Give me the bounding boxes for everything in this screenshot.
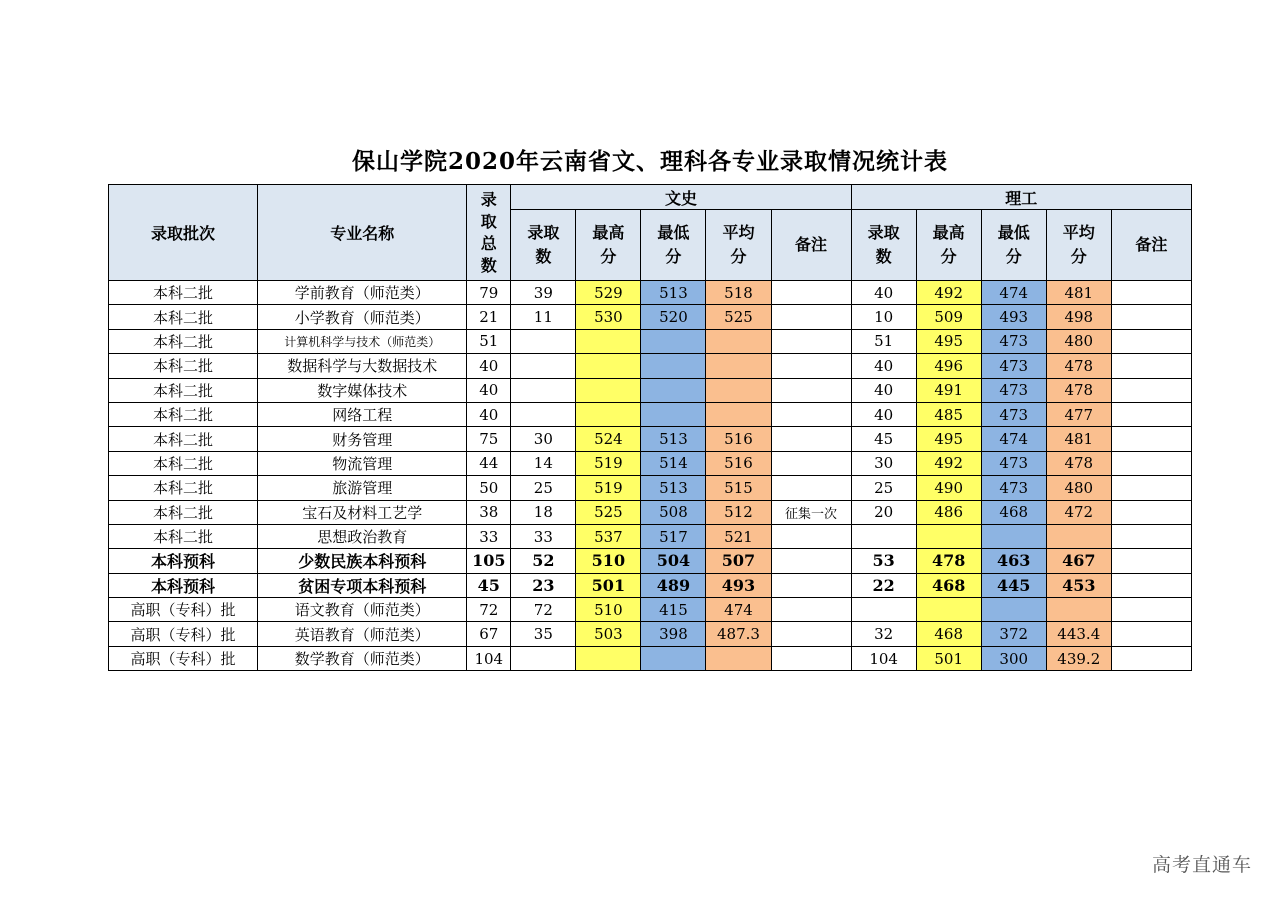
table-row — [109, 305, 1192, 329]
cell-batch: 本科二批 — [109, 451, 258, 475]
cell-ligong-max: 486 — [916, 500, 981, 524]
cell-ligong-avg: 472 — [1046, 500, 1111, 524]
header-ligong: 理工 — [851, 185, 1191, 210]
cell-total: 72 — [467, 598, 511, 622]
cell-wenshi-remark: 征集一次 — [771, 500, 851, 524]
cell-total: 79 — [467, 281, 511, 305]
cell-wenshi-admitted: 30 — [511, 427, 576, 451]
cell-wenshi-admitted: 35 — [511, 622, 576, 646]
cell-ligong-avg: 481 — [1046, 281, 1111, 305]
cell-major: 旅游管理 — [258, 476, 467, 500]
table-row — [109, 500, 1192, 524]
cell-total: 104 — [467, 646, 511, 670]
cell-ligong-min — [981, 598, 1046, 622]
cell-ligong-remark — [1111, 524, 1191, 548]
cell-wenshi-admitted: 11 — [511, 305, 576, 329]
cell-ligong-admitted: 40 — [851, 402, 916, 426]
cell-wenshi-min: 415 — [641, 598, 706, 622]
cell-wenshi-remark — [771, 378, 851, 402]
cell-wenshi-admitted — [511, 354, 576, 378]
cell-wenshi-avg: 512 — [706, 500, 771, 524]
cell-wenshi-max: 530 — [576, 305, 641, 329]
cell-ligong-min: 473 — [981, 402, 1046, 426]
cell-wenshi-max: 510 — [576, 549, 641, 573]
cell-wenshi-min — [641, 354, 706, 378]
cell-wenshi-min: 513 — [641, 427, 706, 451]
header-wenshi: 文史 — [511, 185, 851, 210]
header-l-max-text: 最高分 — [932, 223, 965, 266]
cell-ligong-admitted: 40 — [851, 281, 916, 305]
cell-wenshi-avg — [706, 329, 771, 353]
header-batch: 录取批次 — [109, 185, 258, 281]
cell-wenshi-remark — [771, 305, 851, 329]
cell-wenshi-avg: 525 — [706, 305, 771, 329]
cell-ligong-remark — [1111, 329, 1191, 353]
cell-wenshi-avg — [706, 378, 771, 402]
cell-wenshi-avg: 493 — [706, 573, 771, 597]
table-row — [109, 427, 1192, 451]
cell-ligong-avg: 439.2 — [1046, 646, 1111, 670]
watermark: 高考直通车 — [1151, 854, 1252, 876]
cell-major: 小学教育（师范类） — [258, 305, 467, 329]
cell-batch: 本科二批 — [109, 329, 258, 353]
header-major: 专业名称 — [258, 185, 467, 281]
cell-batch: 高职（专科）批 — [109, 598, 258, 622]
table-row — [109, 549, 1192, 573]
cell-ligong-admitted: 104 — [851, 646, 916, 670]
cell-major: 贫困专项本科预科 — [258, 573, 467, 597]
cell-wenshi-min: 514 — [641, 451, 706, 475]
table-row — [109, 402, 1192, 426]
header-l-avg — [1046, 210, 1111, 281]
header-l-admitted-text: 录取数 — [867, 223, 900, 266]
cell-ligong-admitted: 30 — [851, 451, 916, 475]
cell-total: 21 — [467, 305, 511, 329]
header-w-min-text: 最低分 — [657, 223, 690, 266]
cell-ligong-min: 473 — [981, 378, 1046, 402]
cell-wenshi-admitted: 25 — [511, 476, 576, 500]
cell-wenshi-remark — [771, 598, 851, 622]
cell-major: 网络工程 — [258, 402, 467, 426]
cell-wenshi-max — [576, 329, 641, 353]
table-row — [109, 378, 1192, 402]
cell-ligong-max: 485 — [916, 402, 981, 426]
cell-major: 数学教育（师范类） — [258, 646, 467, 670]
cell-wenshi-max — [576, 646, 641, 670]
cell-ligong-avg — [1046, 524, 1111, 548]
header-l-remark: 备注 — [1111, 210, 1191, 281]
cell-ligong-avg: 478 — [1046, 354, 1111, 378]
header-w-admitted — [511, 210, 576, 281]
cell-ligong-avg — [1046, 598, 1111, 622]
cell-wenshi-admitted — [511, 646, 576, 670]
cell-ligong-admitted: 22 — [851, 573, 916, 597]
cell-wenshi-remark — [771, 524, 851, 548]
table-row — [109, 622, 1192, 646]
cell-batch: 本科二批 — [109, 476, 258, 500]
cell-wenshi-avg: 518 — [706, 281, 771, 305]
table-row — [109, 329, 1192, 353]
cell-batch: 高职（专科）批 — [109, 622, 258, 646]
cell-ligong-max: 490 — [916, 476, 981, 500]
cell-wenshi-avg — [706, 354, 771, 378]
cell-wenshi-min — [641, 646, 706, 670]
cell-ligong-admitted: 40 — [851, 354, 916, 378]
cell-wenshi-admitted — [511, 329, 576, 353]
cell-total: 44 — [467, 451, 511, 475]
cell-total: 50 — [467, 476, 511, 500]
cell-ligong-avg: 481 — [1046, 427, 1111, 451]
cell-ligong-remark — [1111, 451, 1191, 475]
header-l-max — [916, 210, 981, 281]
cell-ligong-remark — [1111, 427, 1191, 451]
cell-wenshi-max — [576, 354, 641, 378]
cell-ligong-max: 478 — [916, 549, 981, 573]
header-l-avg-text: 平均分 — [1062, 223, 1095, 266]
cell-wenshi-min: 508 — [641, 500, 706, 524]
cell-wenshi-remark — [771, 476, 851, 500]
cell-wenshi-min: 513 — [641, 281, 706, 305]
cell-ligong-max — [916, 524, 981, 548]
header-w-admitted-text: 录取数 — [527, 223, 560, 266]
cell-wenshi-min — [641, 402, 706, 426]
cell-total: 40 — [467, 378, 511, 402]
table-row — [109, 476, 1192, 500]
cell-ligong-remark — [1111, 305, 1191, 329]
cell-major: 宝石及材料工艺学 — [258, 500, 467, 524]
cell-batch: 本科二批 — [109, 524, 258, 548]
cell-batch: 本科二批 — [109, 500, 258, 524]
cell-wenshi-remark — [771, 646, 851, 670]
cell-wenshi-max — [576, 378, 641, 402]
cell-ligong-admitted: 45 — [851, 427, 916, 451]
cell-ligong-remark — [1111, 549, 1191, 573]
cell-ligong-avg: 443.4 — [1046, 622, 1111, 646]
cell-ligong-remark — [1111, 573, 1191, 597]
cell-batch: 高职（专科）批 — [109, 646, 258, 670]
cell-ligong-max: 509 — [916, 305, 981, 329]
cell-ligong-remark — [1111, 646, 1191, 670]
cell-ligong-max: 501 — [916, 646, 981, 670]
cell-wenshi-min: 489 — [641, 573, 706, 597]
cell-ligong-max: 496 — [916, 354, 981, 378]
cell-total: 45 — [467, 573, 511, 597]
table-row — [109, 646, 1192, 670]
cell-ligong-min: 473 — [981, 476, 1046, 500]
cell-wenshi-max — [576, 402, 641, 426]
cell-total: 40 — [467, 354, 511, 378]
cell-ligong-avg: 480 — [1046, 329, 1111, 353]
cell-ligong-admitted: 53 — [851, 549, 916, 573]
cell-ligong-min: 445 — [981, 573, 1046, 597]
cell-ligong-min: 463 — [981, 549, 1046, 573]
cell-wenshi-max: 510 — [576, 598, 641, 622]
header-total-text: 录取总数 — [480, 189, 497, 275]
table-row — [109, 598, 1192, 622]
cell-ligong-remark — [1111, 500, 1191, 524]
cell-wenshi-remark — [771, 329, 851, 353]
cell-ligong-max — [916, 598, 981, 622]
header-w-remark: 备注 — [771, 210, 851, 281]
table-row — [109, 451, 1192, 475]
cell-batch: 本科二批 — [109, 402, 258, 426]
cell-ligong-min: 300 — [981, 646, 1046, 670]
cell-wenshi-min: 520 — [641, 305, 706, 329]
cell-batch: 本科二批 — [109, 305, 258, 329]
cell-total: 75 — [467, 427, 511, 451]
cell-wenshi-avg: 516 — [706, 451, 771, 475]
cell-wenshi-remark — [771, 573, 851, 597]
cell-total: 38 — [467, 500, 511, 524]
cell-major: 物流管理 — [258, 451, 467, 475]
cell-ligong-max: 491 — [916, 378, 981, 402]
cell-ligong-admitted: 32 — [851, 622, 916, 646]
cell-ligong-min: 473 — [981, 329, 1046, 353]
cell-ligong-admitted: 10 — [851, 305, 916, 329]
cell-ligong-avg: 478 — [1046, 378, 1111, 402]
cell-wenshi-max: 519 — [576, 476, 641, 500]
cell-wenshi-min: 513 — [641, 476, 706, 500]
cell-wenshi-max: 537 — [576, 524, 641, 548]
cell-wenshi-min — [641, 329, 706, 353]
cell-batch: 本科二批 — [109, 427, 258, 451]
header-w-max-text: 最高分 — [592, 223, 625, 266]
cell-wenshi-min: 398 — [641, 622, 706, 646]
cell-batch: 本科预科 — [109, 549, 258, 573]
cell-total: 105 — [467, 549, 511, 573]
cell-wenshi-admitted: 39 — [511, 281, 576, 305]
cell-total: 51 — [467, 329, 511, 353]
cell-ligong-max: 495 — [916, 329, 981, 353]
cell-wenshi-min: 517 — [641, 524, 706, 548]
cell-ligong-min: 473 — [981, 451, 1046, 475]
table-row — [109, 354, 1192, 378]
header-w-avg-text: 平均分 — [722, 223, 755, 266]
header-w-avg — [706, 210, 771, 281]
cell-wenshi-admitted: 14 — [511, 451, 576, 475]
table-body — [109, 281, 1192, 671]
cell-wenshi-admitted: 33 — [511, 524, 576, 548]
header-w-min — [641, 210, 706, 281]
cell-major: 数字媒体技术 — [258, 378, 467, 402]
cell-ligong-admitted: 40 — [851, 378, 916, 402]
header-w-max — [576, 210, 641, 281]
cell-ligong-min: 468 — [981, 500, 1046, 524]
cell-wenshi-admitted: 18 — [511, 500, 576, 524]
cell-ligong-admitted: 25 — [851, 476, 916, 500]
cell-wenshi-remark — [771, 354, 851, 378]
cell-total: 40 — [467, 402, 511, 426]
cell-ligong-avg: 480 — [1046, 476, 1111, 500]
cell-ligong-avg: 467 — [1046, 549, 1111, 573]
cell-wenshi-max: 503 — [576, 622, 641, 646]
header-l-admitted — [851, 210, 916, 281]
cell-major: 语文教育（师范类） — [258, 598, 467, 622]
cell-ligong-min: 474 — [981, 281, 1046, 305]
cell-wenshi-avg: 515 — [706, 476, 771, 500]
cell-wenshi-remark — [771, 549, 851, 573]
cell-ligong-max: 495 — [916, 427, 981, 451]
cell-major: 英语教育（师范类） — [258, 622, 467, 646]
cell-ligong-remark — [1111, 281, 1191, 305]
cell-total: 33 — [467, 524, 511, 548]
cell-wenshi-remark — [771, 451, 851, 475]
cell-wenshi-avg — [706, 646, 771, 670]
cell-ligong-min: 474 — [981, 427, 1046, 451]
cell-ligong-avg: 453 — [1046, 573, 1111, 597]
cell-wenshi-remark — [771, 281, 851, 305]
cell-wenshi-admitted: 52 — [511, 549, 576, 573]
cell-wenshi-avg: 516 — [706, 427, 771, 451]
cell-wenshi-admitted — [511, 378, 576, 402]
cell-batch: 本科二批 — [109, 378, 258, 402]
cell-major: 学前教育（师范类） — [258, 281, 467, 305]
cell-ligong-remark — [1111, 402, 1191, 426]
cell-ligong-avg: 477 — [1046, 402, 1111, 426]
cell-wenshi-avg: 487.3 — [706, 622, 771, 646]
cell-ligong-admitted: 20 — [851, 500, 916, 524]
page-title: 保山学院2020年云南省文、理科各专业录取情况统计表 — [351, 148, 948, 175]
cell-wenshi-remark — [771, 427, 851, 451]
cell-ligong-remark — [1111, 598, 1191, 622]
cell-major: 少数民族本科预科 — [258, 549, 467, 573]
cell-major: 财务管理 — [258, 427, 467, 451]
table-row — [109, 573, 1192, 597]
cell-wenshi-max: 525 — [576, 500, 641, 524]
cell-total: 67 — [467, 622, 511, 646]
header-l-min — [981, 210, 1046, 281]
cell-wenshi-remark — [771, 402, 851, 426]
cell-ligong-remark — [1111, 622, 1191, 646]
cell-ligong-min: 493 — [981, 305, 1046, 329]
cell-ligong-admitted — [851, 598, 916, 622]
cell-ligong-admitted — [851, 524, 916, 548]
cell-ligong-min: 372 — [981, 622, 1046, 646]
header-total — [467, 185, 511, 281]
cell-ligong-max: 492 — [916, 281, 981, 305]
cell-wenshi-admitted: 72 — [511, 598, 576, 622]
cell-ligong-avg: 498 — [1046, 305, 1111, 329]
cell-ligong-admitted: 51 — [851, 329, 916, 353]
cell-batch: 本科二批 — [109, 281, 258, 305]
cell-wenshi-avg — [706, 402, 771, 426]
cell-wenshi-max: 529 — [576, 281, 641, 305]
cell-wenshi-max: 501 — [576, 573, 641, 597]
cell-batch: 本科预科 — [109, 573, 258, 597]
table-row — [109, 281, 1192, 305]
cell-wenshi-max: 524 — [576, 427, 641, 451]
cell-major: 计算机科学与技术（师范类） — [258, 329, 467, 353]
cell-wenshi-remark — [771, 622, 851, 646]
table-row — [109, 524, 1192, 548]
cell-wenshi-avg: 507 — [706, 549, 771, 573]
cell-ligong-remark — [1111, 354, 1191, 378]
cell-wenshi-min: 504 — [641, 549, 706, 573]
admission-table — [108, 184, 1192, 671]
cell-ligong-remark — [1111, 476, 1191, 500]
cell-ligong-min: 473 — [981, 354, 1046, 378]
header-l-min-text: 最低分 — [997, 223, 1030, 266]
cell-wenshi-admitted — [511, 402, 576, 426]
cell-wenshi-avg: 521 — [706, 524, 771, 548]
cell-wenshi-admitted: 23 — [511, 573, 576, 597]
cell-ligong-min — [981, 524, 1046, 548]
cell-wenshi-min — [641, 378, 706, 402]
cell-ligong-max: 492 — [916, 451, 981, 475]
cell-ligong-max: 468 — [916, 573, 981, 597]
cell-ligong-avg: 478 — [1046, 451, 1111, 475]
cell-batch: 本科二批 — [109, 354, 258, 378]
cell-major: 数据科学与大数据技术 — [258, 354, 467, 378]
cell-major: 思想政治教育 — [258, 524, 467, 548]
cell-wenshi-max: 519 — [576, 451, 641, 475]
cell-ligong-max: 468 — [916, 622, 981, 646]
cell-wenshi-avg: 474 — [706, 598, 771, 622]
cell-ligong-remark — [1111, 378, 1191, 402]
